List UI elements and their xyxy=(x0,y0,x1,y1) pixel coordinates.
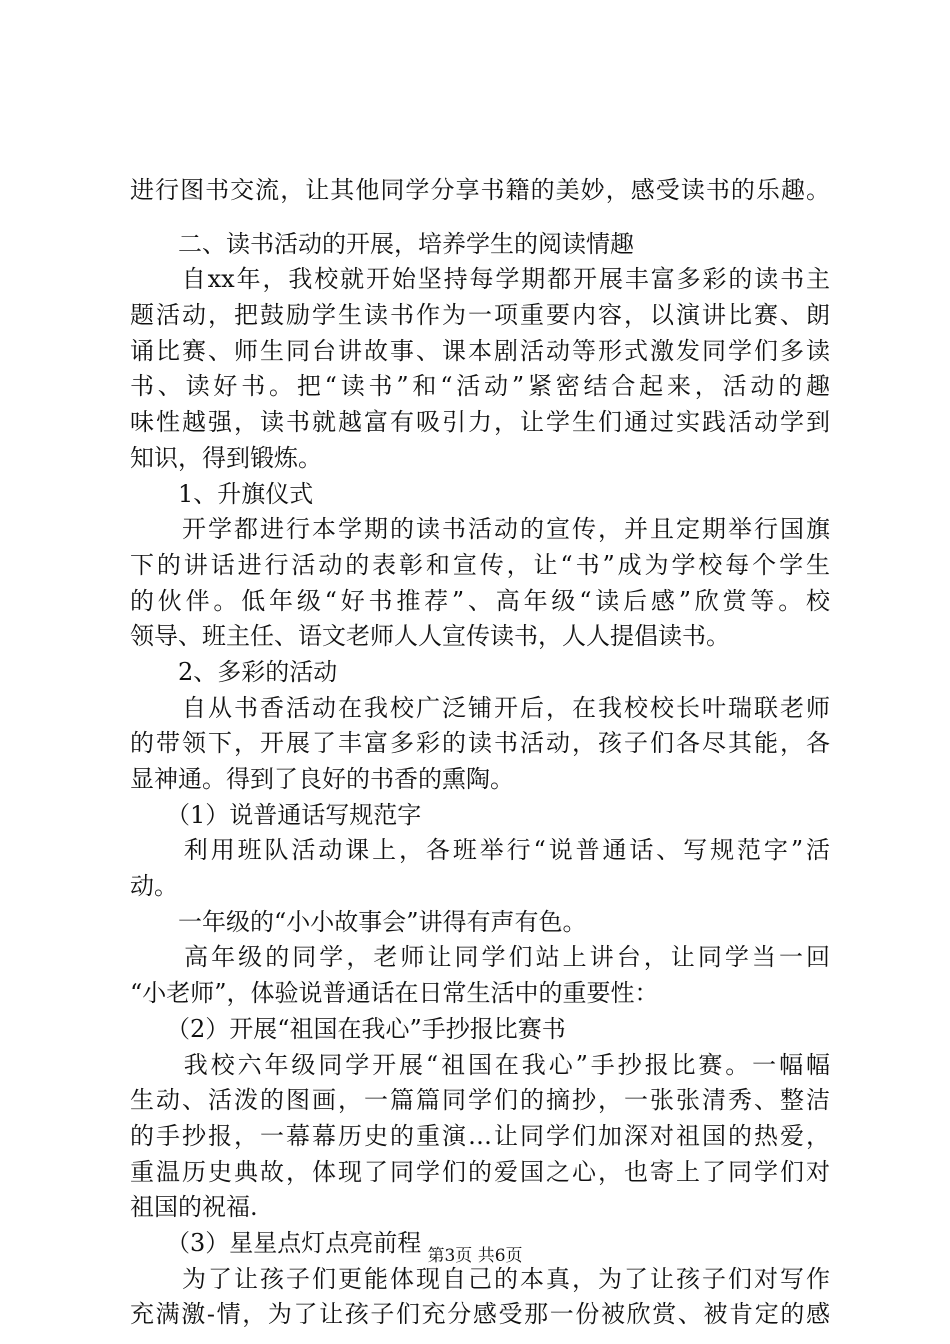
text-line: 自xx年，我校就开始坚持每学期都开展丰富多彩的读书主 xyxy=(130,265,830,294)
document-body xyxy=(130,173,830,1333)
text-line: 一年级的“小小故事会”讲得有声有色。 xyxy=(130,907,587,936)
text-line: 诵比赛、师生同台讲故事、课本剧活动等形式激发同学们多读 xyxy=(130,336,830,365)
item-heading: （2）开展“祖国在我心”手抄报比赛书 xyxy=(130,1014,566,1043)
text-line: 动。 xyxy=(130,872,178,901)
text-line: 高年级的同学，老师让同学们站上讲台，让同学当一回 xyxy=(130,943,830,972)
text-line: 书、读好书。把“读书”和“活动”紧密结合起来，活动的趣 xyxy=(130,372,830,401)
section-heading: 二、读书活动的开展，培养学生的阅读情趣 xyxy=(130,229,634,258)
subsection-heading: 1、升旗仪式 xyxy=(130,479,314,508)
text-line: 生动、活泼的图画，一篇篇同学们的摘抄，一张张清秀、整洁 xyxy=(130,1086,830,1115)
text-line: 的带领下，开展了丰富多彩的读书活动，孩子们各尽其能，各 xyxy=(130,729,830,758)
text-line: 充满激-情，为了让孩子们充分感受那一份被欣赏、被肯定的感 xyxy=(130,1300,830,1329)
item-heading: （3）星星点灯点亮前程 xyxy=(130,1228,422,1257)
text-line: “小老师”，体验说普通话在日常生活中的重要性： xyxy=(130,979,659,1008)
text-line: 的伙伴。低年级“好书推荐”、高年级“读后感”欣赏等。校 xyxy=(130,586,830,615)
text-line: 进行图书交流，让其他同学分享书籍的美妙，感受读书的乐趣。 xyxy=(130,176,830,204)
item-heading: （1）说普通话写规范字 xyxy=(130,800,422,829)
text-line: 为了让孩子们更能体现自己的本真，为了让孩子们对写作 xyxy=(130,1264,830,1293)
text-line: 自从书香活动在我校广泛铺开后，在我校校长叶瑞联老师 xyxy=(130,693,830,722)
text-line: 的手抄报，一幕幕历史的重演…让同学们加深对祖国的热爱， xyxy=(130,1121,830,1150)
text-line: 显神通。得到了良好的书香的熏陶。 xyxy=(130,765,514,793)
text-line: 题活动，把鼓励学生读书作为一项重要内容，以演讲比赛、朗 xyxy=(130,301,830,330)
subsection-heading: 2、多彩的活动 xyxy=(130,657,338,686)
text-line: 利用班队活动课上，各班举行“说普通话、写规范字”活 xyxy=(130,836,830,865)
text-line: 味性越强，读书就越富有吸引力，让学生们通过实践活动学到 xyxy=(130,408,830,437)
text-line: 开学都进行本学期的读书活动的宣传，并且定期举行国旗 xyxy=(130,515,830,544)
text-line: 下的讲话进行活动的表彰和宣传，让“书”成为学校每个学生 xyxy=(130,550,830,579)
page-number-footer: 第3页 共6页 xyxy=(427,1246,523,1266)
text-line: 知识，得到锻炼。 xyxy=(130,443,322,472)
paragraph-gap xyxy=(130,209,830,227)
text-line: 祖国的祝福. xyxy=(130,1193,258,1222)
text-line: 重温历史典故，体现了同学们的爱国之心，也寄上了同学们对 xyxy=(130,1157,830,1186)
text-line: 我校六年级同学开展“祖国在我心”手抄报比赛。一幅幅 xyxy=(130,1050,830,1079)
text-line: 领导、班主任、语文老师人人宣传读书，人人提倡读书。 xyxy=(130,622,730,651)
